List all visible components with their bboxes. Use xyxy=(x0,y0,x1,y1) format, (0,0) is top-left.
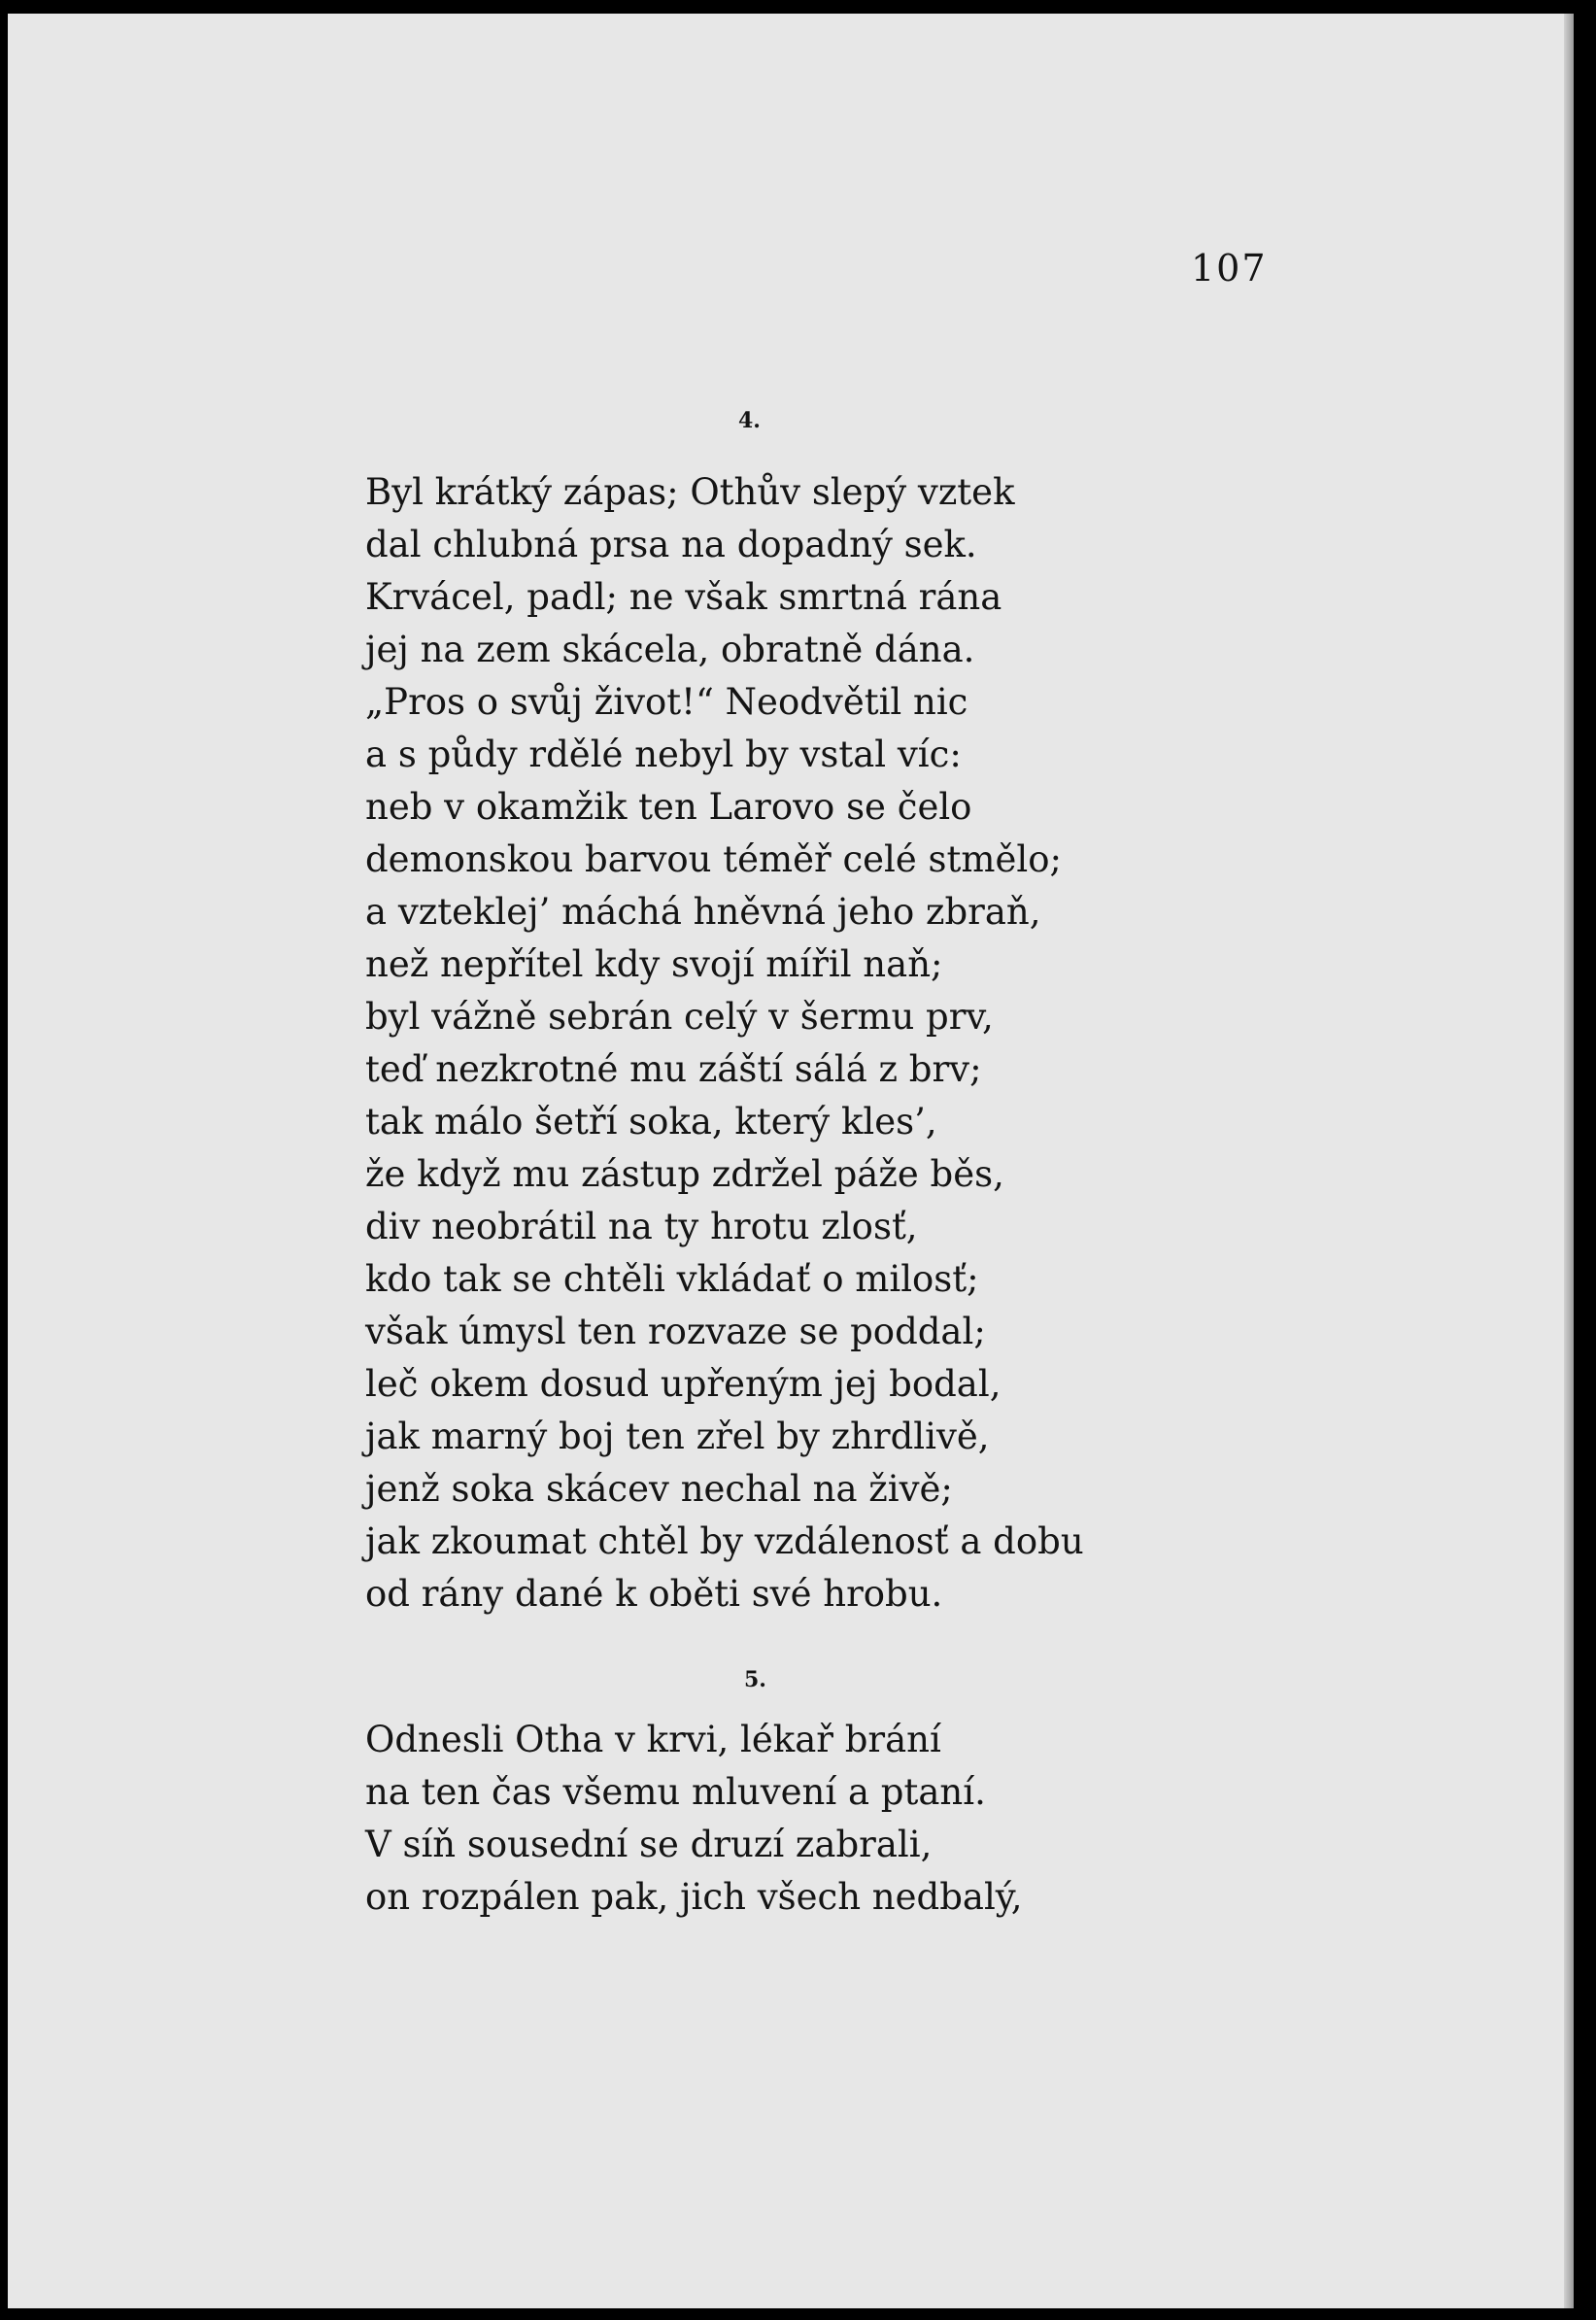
poem-section xyxy=(365,466,1084,1621)
poem-line: Krvácel, padl; ne však smrtná rána xyxy=(365,576,1002,618)
poem-line: teď nezkrotné mu záští sálá z brv; xyxy=(365,1048,982,1090)
poem-line: jak marný boj ten zřel by zhrdlivě, xyxy=(365,1416,990,1457)
poem-line: kdo tak se chtěli vkládať o milosť; xyxy=(365,1258,979,1300)
poem-line: on rozpálen pak, jich všech nedbalý, xyxy=(365,1876,1023,1918)
poem-line: však úmysl ten rozvaze se poddal; xyxy=(365,1311,986,1352)
poem-line: Byl krátký zápas; Othův slepý vztek xyxy=(365,471,1015,513)
section-number: 5. xyxy=(744,1667,766,1692)
poem-line: a s půdy rdělé nebyl by vstal víc: xyxy=(365,734,962,775)
poem-line: a vzteklej’ máchá hněvná jeho zbraň, xyxy=(365,891,1041,933)
poem-line: od rány dané k oběti své hrobu. xyxy=(365,1573,943,1615)
poem-line: jenž soka skácev nechal na živě; xyxy=(365,1468,953,1510)
poem-line: jej na zem skácela, obratně dána. xyxy=(365,629,975,670)
poem-line: dal chlubná prsa na dopadný sek. xyxy=(365,524,977,565)
poem-line: že když mu zástup zdržel páže běs, xyxy=(365,1153,1004,1195)
poem-line: neb v okamžik ten Larovo se čelo xyxy=(365,786,972,828)
poem-line: demonskou barvou téměř celé stmělo; xyxy=(365,838,1062,880)
poem-line: div neobrátil na ty hrotu zlosť, xyxy=(365,1206,918,1247)
poem-line: jak zkoumat chtěl by vzdálenosť a dobu xyxy=(365,1520,1084,1562)
poem-line: Odnesli Otha v krvi, lékař brání xyxy=(365,1719,941,1760)
poem-line: na ten čas všemu mluvení a ptaní. xyxy=(365,1771,986,1813)
poem-line: tak málo šetří soka, který kles’, xyxy=(365,1101,937,1143)
page-number: 107 xyxy=(1191,247,1268,290)
poem-section xyxy=(365,1714,1023,1924)
poem-line: než nepřítel kdy svojí mířil naň; xyxy=(365,943,943,985)
poem-line: byl vážně sebrán celý v šermu prv, xyxy=(365,996,994,1038)
page-edge-shadow xyxy=(1564,14,1574,2308)
poem-line: V síň sousední se druzí zabrali, xyxy=(365,1824,933,1865)
poem-line: leč okem dosud upřeným jej bodal, xyxy=(365,1363,1002,1405)
book-page xyxy=(8,14,1574,2308)
section-number: 4. xyxy=(738,408,761,433)
poem-line: „Pros o svůj život!“ Neodvětil nic xyxy=(365,681,968,723)
